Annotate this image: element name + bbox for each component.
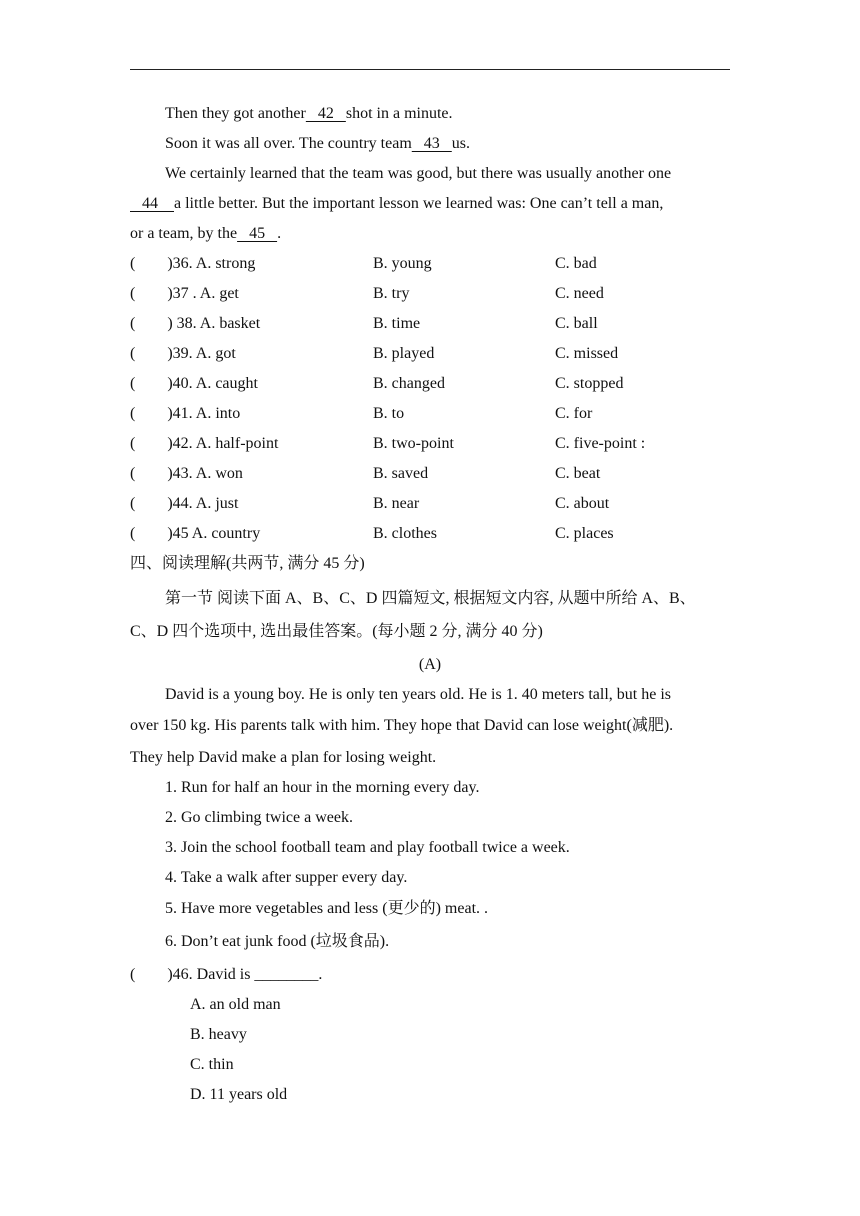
passage-line-1: [165, 104, 453, 124]
option-b: B. to: [373, 405, 405, 422]
option-row-42: [130, 434, 730, 454]
passage-text: Soon it was all over. The country team: [165, 135, 412, 152]
section-heading: 四、阅读理解(共两节, 满分 45 分): [130, 555, 365, 572]
option-a: ( )40. A. caught: [130, 375, 258, 392]
reading-paragraph: over 150 kg. His parents talk with him. They hope that David can lose weight(减肥).: [130, 717, 674, 734]
option-b: B. changed: [373, 375, 445, 392]
option-b: B. saved: [373, 465, 429, 482]
option-c: C. missed: [555, 345, 619, 362]
blank-42: 42: [305, 105, 346, 122]
option-row-40: [130, 374, 730, 394]
plan-item: 6. Don’t eat junk food (垃圾食品).: [165, 933, 390, 950]
plan-item: 4. Take a walk after supper every day.: [165, 869, 408, 886]
option-c: C. need: [555, 285, 604, 302]
option-a: ( )44. A. just: [130, 495, 239, 512]
answer-choice-b: B. heavy: [190, 1026, 247, 1043]
option-c: C. for: [555, 405, 593, 422]
option-c: C. stopped: [555, 375, 624, 392]
passage-text: or a team, by the: [130, 225, 238, 242]
option-b: B. near: [373, 495, 420, 512]
option-c: C. places: [555, 525, 614, 542]
plan-item: 1. Run for half an hour in the morning every day.: [165, 779, 480, 796]
reading-paragraph: David is a young boy. He is only ten years old. He is 1. 40 meters tall, but he is: [165, 686, 671, 703]
option-b: B. played: [373, 345, 435, 362]
blank-45: 45: [237, 225, 278, 242]
option-b: B. two-point: [373, 435, 454, 452]
answer-choice-c: C. thin: [190, 1056, 234, 1073]
option-b: B. young: [373, 255, 432, 272]
passage-line-2: [165, 134, 470, 154]
reading-paragraph: They help David make a plan for losing weight.: [130, 749, 437, 766]
option-row-44: [130, 494, 730, 514]
section-instructions: C、D 四个选项中, 选出最佳答案。(每小题 2 分, 满分 40 分): [130, 623, 543, 640]
option-a: ( )41. A. into: [130, 405, 241, 422]
option-row-39: [130, 344, 730, 364]
option-c: C. five-point :: [555, 435, 646, 452]
option-b: B. time: [373, 315, 421, 332]
passage-text: .: [277, 225, 282, 242]
option-row-43: [130, 464, 730, 484]
passage-text: a little better. But the important lesson we learned was: One can’t tell a man,: [174, 195, 664, 212]
passage-label: (A): [418, 656, 442, 673]
option-b: B. try: [373, 285, 410, 302]
option-c: C. bad: [555, 255, 597, 272]
passage-line-4: [130, 194, 663, 214]
option-a: ( )45 A. country: [130, 525, 261, 542]
option-a: ( )36. A. strong: [130, 255, 256, 272]
answer-choice-d: D. 11 years old: [190, 1086, 288, 1103]
option-a: ( ) 38. A. basket: [130, 315, 261, 332]
option-a: ( )42. A. half-point: [130, 435, 279, 452]
blank-44: 44: [130, 195, 174, 212]
option-row-41: [130, 404, 730, 424]
option-b: B. clothes: [373, 525, 437, 542]
option-row-38: [130, 314, 730, 334]
plan-item: 3. Join the school football team and play football twice a week.: [165, 839, 570, 856]
answer-choice-a: A. an old man: [190, 996, 281, 1013]
passage-text: us.: [451, 135, 470, 152]
blank-43: 43: [411, 135, 452, 152]
passage-text: Then they got another: [165, 105, 306, 122]
section-instructions: 第一节 阅读下面 A、B、C、D 四篇短文, 根据短文内容, 从题中所给 A、B、: [165, 590, 696, 607]
option-row-37: [130, 284, 730, 304]
passage-line-5: [130, 224, 281, 244]
plan-item: 2. Go climbing twice a week.: [165, 809, 353, 826]
passage-text: shot in a minute.: [345, 105, 453, 122]
option-c: C. about: [555, 495, 610, 512]
plan-item: 5. Have more vegetables and less (更少的) meat. .: [165, 900, 489, 917]
top-rule: [130, 69, 730, 70]
option-a: ( )43. A. won: [130, 465, 243, 482]
option-c: C. beat: [555, 465, 601, 482]
option-row-45: [130, 524, 730, 544]
option-c: C. ball: [555, 315, 598, 332]
passage-line-3: We certainly learned that the team was good, but there was usually another one: [165, 165, 672, 182]
option-row-36: [130, 254, 730, 274]
option-a: ( )37 . A. get: [130, 285, 239, 302]
question-46: ( )46. David is ________.: [130, 966, 323, 983]
option-a: ( )39. A. got: [130, 345, 236, 362]
